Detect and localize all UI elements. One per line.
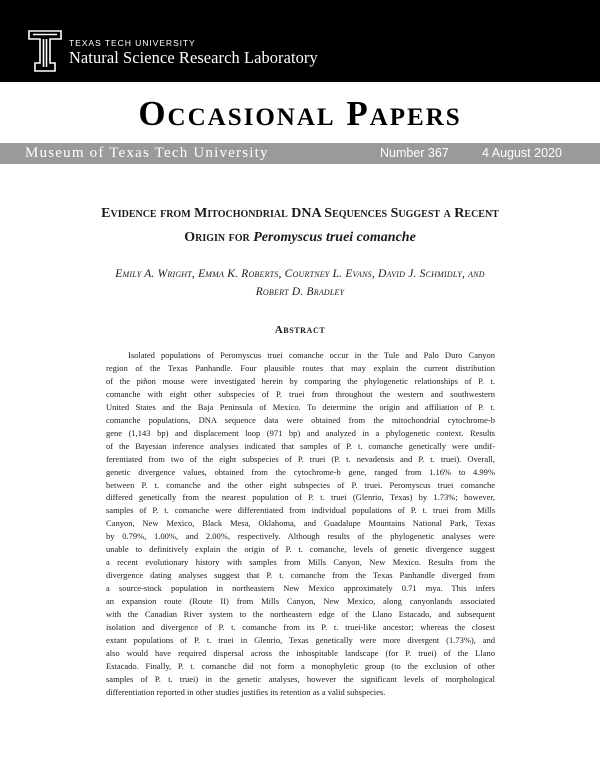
abstract-line: comanche populations, DNA sequence data were obtained from the mitochondrial cytochrome-b bbox=[106, 414, 495, 425]
authors-line-1: Emily A. Wright, Emma K. Roberts, Courtney L. Evans, David J. Schmidly, and bbox=[115, 268, 485, 280]
abstract-line: samples of P. t. truei) in the genetic analyses, however the significant levels of morphological bbox=[106, 673, 495, 684]
abstract-line: of the Bayesian inference analyses indicated that samples of P. t. comanche genetically were undif- bbox=[106, 440, 495, 451]
series-title: Occasional Papers bbox=[138, 94, 462, 133]
abstract-line: United States and the Baja Peninsula of Mexico. To determine the origin and affiliation of P. t. bbox=[106, 401, 495, 412]
abstract-line: Isolated populations of Peromyscus truei comanche occur in the Tule and Palo Duro Canyon bbox=[128, 350, 495, 360]
abstract-line: divergence dating analyses suggest that P. t. comanche from the Texas Panhandle diverged from bbox=[106, 570, 495, 581]
article-title-line-2 bbox=[60, 230, 540, 246]
abstract-line: gene (1,143 bp) and displacement loop (971 bp) and analyzed in a phylogenetic context. Results bbox=[106, 427, 495, 438]
double-t-logo-icon bbox=[28, 29, 62, 73]
abstract-line: comanche with eight other subspecies of P. truei from throughout the western and southwestern bbox=[106, 388, 495, 399]
museum-name: Museum of Texas Tech University bbox=[25, 145, 269, 161]
abstract-body bbox=[106, 349, 495, 699]
abstract-line: isolation and divergence of P. t. comanche from its P. t. truei-like ancestor; whereas the closest bbox=[106, 622, 495, 633]
abstract-line: Canyon, New Mexico, Black Mesa, Oklahoma, and Guadalupe Mountains National Park, Texas bbox=[106, 518, 495, 529]
abstract-line: unable to definitively explain the origin of P. t. comanche, levels of genetic divergence suggest bbox=[106, 544, 495, 555]
article-title-prefix: Origin for bbox=[184, 230, 254, 245]
abstract-line: also would have required dispersal across the inhospitable landscape (for P. truei) of the Llano bbox=[106, 647, 495, 658]
abstract-line: a recent evolutionary history with samples from Mills Canyon, New Mexico. Results from the bbox=[106, 557, 495, 568]
laboratory-name: Natural Science Research Laboratory bbox=[69, 48, 318, 67]
abstract-line: between P. t. comanche and the other eight subspecies of P. truei. Peromyscus truei comanche bbox=[106, 479, 495, 490]
abstract-line: differed genetically from the nearest population of P. t. truei (Glenrio, Texas) by 1.73%; however, bbox=[106, 492, 495, 503]
university-name: TEXAS TECH UNIVERSITY bbox=[69, 38, 196, 48]
abstract-line: ferentiated from two of the eight subspecies of P. truei (P. t. nevadensis and P. t. truei). Overall, bbox=[106, 453, 495, 464]
issue-date: 4 August 2020 bbox=[482, 146, 562, 160]
abstract-line: region of the Texas Panhandle. Four plausible routes that may explain the current distribution bbox=[106, 362, 495, 373]
abstract-line: by 0.79%, 1.00%, and 2.00%, respectively. Although results of the phylogenetic analyses were bbox=[106, 531, 495, 542]
article-title-line-1: Evidence from Mitochondrial DNA Sequences Suggest a Recent bbox=[101, 206, 499, 221]
abstract-heading: Abstract bbox=[274, 324, 326, 336]
abstract-line: samples of P. t. comanche were differentiated from individual populations of P. t. truei from Mills bbox=[106, 505, 495, 516]
authors-line-2: Robert D. Bradley bbox=[255, 286, 345, 298]
abstract-line: differentiation reported in other studies justifies its retention as a valid subspecies. bbox=[106, 686, 386, 697]
abstract-line: extant populations of P. t. truei in Glenrio, Texas genetically were more divergent (1.73%), and bbox=[106, 634, 495, 645]
issue-number: Number 367 bbox=[380, 146, 449, 160]
abstract-line: an expansion route (Route II) from Mills Canyon, New Mexico, along canyonlands associated bbox=[106, 596, 495, 607]
abstract-line: with the Canadian River system to the northeastern edge of the Llano Estacado, and subsequent bbox=[106, 609, 495, 620]
publication-band bbox=[0, 143, 600, 164]
article-title-taxon: Peromyscus truei comanche bbox=[253, 230, 416, 245]
abstract-line: genetic divergence values, obtained from the cytochrome-b gene, ranged from 1.16% to 4.99% bbox=[106, 466, 495, 477]
abstract-line: a source-stock population in northeastern New Mexico approximately 0.71 mya. This infers bbox=[106, 583, 495, 594]
abstract-line: of the piñon mouse were investigated herein by comparing the phylogenetic relationships of P. t. bbox=[106, 375, 495, 386]
header-banner bbox=[0, 0, 600, 82]
abstract-line: Estacado. Finally, P. t. comanche did not form a monophyletic group (to the exclusion of other bbox=[106, 660, 495, 671]
